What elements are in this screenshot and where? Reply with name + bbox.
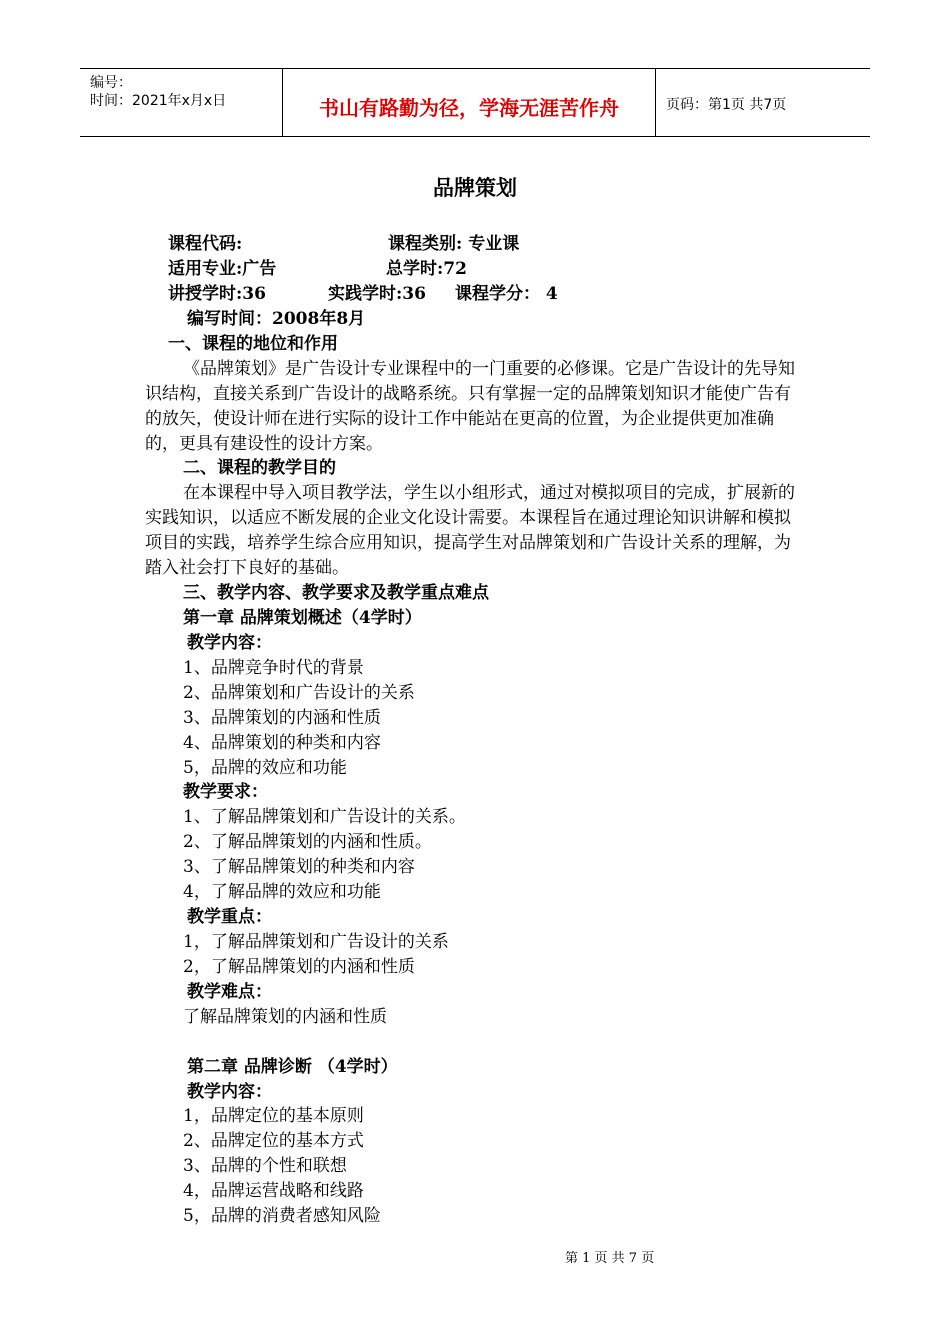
page-footer: 第 1 页 共 7 页 bbox=[565, 1251, 655, 1266]
section3-heading: 三、教学内容、教学要求及教学重点难点 bbox=[183, 583, 489, 603]
list-item: 1，了解品牌策划和广告设计的关系 bbox=[183, 932, 449, 952]
page-header bbox=[80, 68, 870, 137]
chapter1-key-label: 教学重点： bbox=[187, 907, 272, 927]
list-item: 2、品牌定位的基本方式 bbox=[183, 1131, 364, 1151]
page-info: 页码：第1页 共7页 bbox=[666, 97, 787, 113]
list-item: 3、品牌策划的内涵和性质 bbox=[183, 708, 381, 728]
course-code-label: 课程代码: bbox=[168, 234, 243, 254]
chapter1-title: 第一章 品牌策划概述（4学时） bbox=[183, 608, 422, 628]
list-item: 4，了解品牌的效应和功能 bbox=[183, 882, 381, 902]
header-motto-cell bbox=[282, 69, 656, 136]
practice-hours: 实践学时:36 bbox=[328, 284, 426, 304]
written-time: 编写时间：2008年8月 bbox=[187, 309, 366, 329]
chapter2-title: 第二章 品牌诊断 （4学时） bbox=[187, 1057, 398, 1077]
list-item: 4，品牌运营战略和线路 bbox=[183, 1181, 364, 1201]
chapter2-content-label: 教学内容： bbox=[187, 1082, 272, 1102]
course-major: 适用专业:广告 bbox=[168, 259, 277, 279]
document-title: 品牌策划 bbox=[433, 176, 517, 200]
section2-body: 在本课程中导入项目教学法，学生以小组形式，通过对模拟项目的完成，扩展新的实践知识，以适应不断发展的企业文化设计需要。本课程旨在通过理论知识讲解和模拟项目的实践，培养学生综合应用知识，提高学生对品牌策划和广告设计关系的理解，为踏入社会打下良好的基础。 bbox=[145, 483, 795, 578]
section1-body: 《品牌策划》是广告设计专业课程中的一门重要的必修课。它是广告设计的先导知识结构，直接关系到广告设计的战略系统。只有掌握一定的品牌策划知识才能使广告有的放矢，使设计师在进行实际的设计工作中能站在更高的位置，为企业提供更加准确的，更具有建设性的设计方案。 bbox=[145, 359, 795, 454]
list-item: 5，品牌的消费者感知风险 bbox=[183, 1206, 381, 1226]
course-category: 课程类别: 专业课 bbox=[388, 234, 520, 254]
header-page-cell bbox=[656, 69, 870, 136]
list-item: 1、品牌竞争时代的背景 bbox=[183, 658, 364, 678]
motto: 书山有路勤为径，学海无涯苦作舟 bbox=[319, 96, 619, 120]
list-item: 5，品牌的效应和功能 bbox=[183, 758, 347, 778]
list-item: 3、了解品牌策划的种类和内容 bbox=[183, 857, 415, 877]
course-credits: 课程学分： 4 bbox=[455, 284, 558, 304]
section1-heading: 一、课程的地位和作用 bbox=[168, 334, 338, 354]
chapter1-content-label: 教学内容： bbox=[187, 633, 272, 653]
list-item: 4、品牌策划的种类和内容 bbox=[183, 733, 381, 753]
chapter1-difficulty-text: 了解品牌策划的内涵和性质 bbox=[183, 1007, 387, 1027]
lecture-hours: 讲授学时:36 bbox=[168, 284, 266, 304]
list-item: 3、品牌的个性和联想 bbox=[183, 1156, 347, 1176]
number-label: 编号： bbox=[90, 75, 132, 91]
course-total-hours: 总学时:72 bbox=[386, 259, 467, 279]
list-item: 1，品牌定位的基本原则 bbox=[183, 1106, 364, 1126]
section2-heading: 二、课程的教学目的 bbox=[183, 458, 336, 478]
list-item: 2、了解品牌策划的内涵和性质。 bbox=[183, 832, 432, 852]
chapter1-difficulty-label: 教学难点： bbox=[187, 982, 272, 1002]
list-item: 2，了解品牌策划的内涵和性质 bbox=[183, 957, 415, 977]
chapter1-requirements-label: 教学要求： bbox=[183, 782, 268, 802]
list-item: 2、品牌策划和广告设计的关系 bbox=[183, 683, 415, 703]
time-label: 时间：2021年x月x日 bbox=[90, 93, 227, 109]
header-left-cell bbox=[80, 69, 282, 136]
list-item: 1、了解品牌策划和广告设计的关系。 bbox=[183, 807, 466, 827]
